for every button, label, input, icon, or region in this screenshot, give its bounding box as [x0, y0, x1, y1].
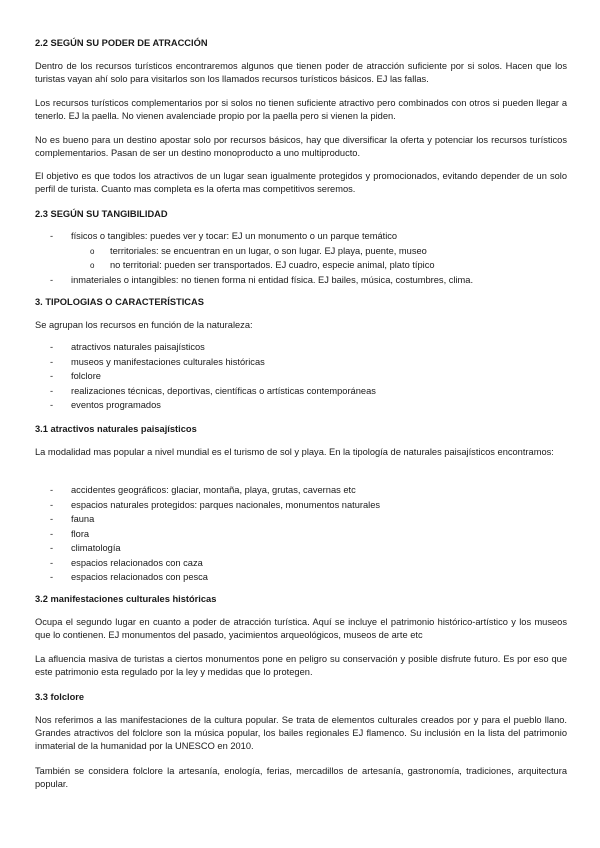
paragraph: Se agrupan los recursos en función de la naturaleza: [35, 320, 253, 330]
dash-bullet: - [50, 342, 54, 352]
list-item: - climatología [35, 542, 567, 557]
paragraph: La modalidad mas popular a nivel mundial es el turismo de sol y playa. En la tipología de naturales paisajísticos encontramos: [35, 447, 554, 457]
dash-bullet: - [50, 572, 54, 582]
list-item: - inmateriales o intangibles: no tienen forma ni entidad física. EJ bailes, música, costumbres, clima. [35, 274, 567, 289]
dash-bullet: - [50, 231, 54, 241]
list-item: - espacios relacionados con pesca [35, 571, 567, 586]
dash-bullet: - [50, 499, 54, 510]
list-item: - museos y manifestaciones culturales históricas [35, 356, 567, 371]
sub-list-item: o territoriales: se encuentran en un lugar, o son lugar. EJ playa, puente, museo [35, 245, 567, 260]
tangibility-list [35, 230, 567, 288]
heading-2-2: 2.2 SEGÚN SU PODER DE ATRACCIÓN [35, 38, 208, 48]
paragraph: Los recursos turísticos complementarios por si solos no tienen suficiente atractivo pero combinados con otros si pueden llegar a tenerlo. EJ la paella. No vienen avalenciade propio por la paella pero si vienen la piden. [35, 98, 567, 122]
heading-2-3: 2.3 SEGÚN SU TANGIBILIDAD [35, 209, 168, 219]
list-item: - accidentes geográficos: glaciar, montaña, playa, grutas, cavernas etc [35, 484, 567, 499]
paragraph: Ocupa el segundo lugar en cuanto a poder de atracción turística. Aquí se incluye el patrimonio histórico-artístico y los museos que lo contienen. EJ monumentos del pasado, yacimientos arqueológicos, museos de arte etc [35, 617, 567, 641]
list-item: - realizaciones técnicas, deportivas, científicas o artísticas contemporáneas [35, 385, 567, 400]
heading-3-2: 3.2 manifestaciones culturales históricas [35, 594, 217, 604]
circle-bullet-icon: o [90, 246, 95, 256]
dash-bullet: - [50, 356, 54, 367]
circle-bullet-icon: o [90, 261, 95, 270]
list-item: - fauna [35, 513, 567, 528]
heading-3: 3. TIPOLOGIAS O CARACTERÍSTICAS [35, 297, 204, 307]
paragraph: Nos referimos a las manifestaciones de la cultura popular. Se trata de elementos culturales creados por y para el pueblo llano. Grandes atractivos del folclore son la música popular, los bailes regionales EJ flamenco. Su inclusión en la lista del patrimonio inmaterial de la humanidad por la UNESCO en 2010. [35, 715, 567, 752]
heading-3-1: 3.1 atractivos naturales paisajísticos [35, 424, 197, 434]
dash-bullet: - [50, 557, 54, 568]
dash-bullet: - [50, 543, 54, 553]
dash-bullet: - [50, 485, 54, 495]
sub-list-item: o no territorial: pueden ser transportados. EJ cuadro, especie animal, plato típico [35, 259, 567, 274]
list-item: - folclore [35, 370, 567, 385]
natural-attractions-list [35, 484, 567, 586]
list-item: - espacios relacionados con caza [35, 557, 567, 572]
paragraph: El objetivo es que todos los atractivos de un lugar sean igualmente protegidos y promocionados, evitando depender de un solo perfil de turista. Cuanto mas completa es la oferta mas competitivos seremos. [35, 171, 567, 195]
typologies-list [35, 341, 567, 414]
heading-3-3: 3.3 folclore [35, 692, 85, 702]
dash-bullet: - [50, 514, 54, 524]
paragraph: La afluencia masiva de turistas a ciertos monumentos pone en peligro su conservación y posible disfrute futuro. Es por eso que este patrimonio esta regulado por la ley y medidas que lo protegen. [35, 654, 567, 678]
dash-bullet: - [50, 400, 54, 410]
paragraph: No es bueno para un destino apostar solo por recursos básicos, hay que diversificar la oferta y potenciar los recursos turísticos complementarios. Pasan de ser un destino monoproducto a uno multiproducto. [35, 135, 567, 159]
dash-bullet: - [50, 371, 54, 381]
list-item: - espacios naturales protegidos: parques nacionales, monumentos naturales [35, 499, 567, 514]
paragraph: Dentro de los recursos turísticos encontraremos algunos que tienen poder de atracción suficiente por si solos. Hacen que los turistas vayan ahí solo para visitarlos son los llamados recursos turísticos básicos. EJ las fallas. [35, 61, 567, 85]
dash-bullet: - [50, 385, 54, 396]
list-item: - eventos programados [35, 399, 567, 414]
list-item: - físicos o tangibles: puedes ver y tocar: EJ un monumento o un parque temático [35, 230, 567, 245]
dash-bullet: - [50, 274, 54, 285]
list-item: - flora [35, 528, 567, 543]
dash-bullet: - [50, 528, 54, 539]
paragraph: También se considera folclore la artesanía, enología, ferias, mercadillos de artesanía, gastronomía, tradiciones, arquitectura popular. [35, 766, 567, 790]
list-item: - atractivos naturales paisajísticos [35, 341, 567, 356]
